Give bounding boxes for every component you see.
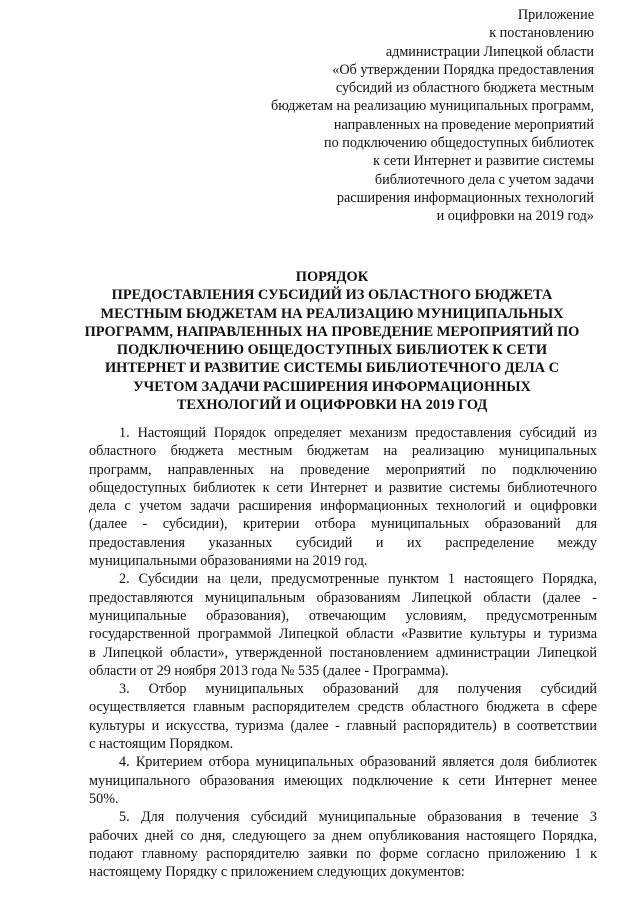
- appendix-line: Приложение: [517, 7, 594, 23]
- title-line-main: ПОРЯДОК: [295, 269, 369, 285]
- paragraph-line: с настоящим Порядком.: [89, 736, 234, 753]
- title-line: ТЕХНОЛОГИЙ И ОЦИФРОВКИ НА 2019 ГОД: [176, 397, 488, 414]
- appendix-line: к сети Интернет и развитие системы: [373, 153, 594, 170]
- paragraph-line: культуры и искусства, туризма (далее - главный распорядитель) в соответствии: [89, 717, 597, 734]
- paragraph-line: областного бюджета местным бюджетам на реализацию муниципальных: [89, 443, 597, 460]
- document-body: [89, 424, 597, 881]
- paragraph: [89, 570, 597, 680]
- title-line: ИНТЕРНЕТ И РАЗВИТИЕ СИСТЕМЫ БИБЛИОТЕЧНОГО ДЕЛА С: [104, 360, 560, 377]
- paragraph-line: осуществляется главным распорядителем средств областного бюджета в сфере: [89, 699, 597, 716]
- paragraph-line: предоставляются муниципальным образованиям Липецкой области (далее -: [89, 589, 597, 606]
- paragraph-line: муниципальными образованиями на 2019 год.: [89, 553, 368, 570]
- paragraph-line: 5. Для получения субсидий муниципальные образования в течение 3: [119, 809, 597, 826]
- title-line: ПОДКЛЮЧЕНИЮ ОБЩЕДОСТУПНЫХ БИБЛИОТЕК К СЕТИ: [116, 342, 548, 359]
- paragraph-line: подают главному распорядителю заявки по форме согласно приложению 1 к: [89, 845, 597, 862]
- appendix-line: к постановлению: [489, 25, 594, 42]
- paragraph: [89, 808, 597, 881]
- title-line: ПРОГРАММ, НАПРАВЛЕННЫХ НА ПРОВЕДЕНИЕ МЕРОПРИЯТИЙ ПО: [84, 323, 580, 340]
- appendix-line: направленных на проведение мероприятий: [333, 116, 594, 133]
- paragraph-line: общедоступных библиотек к сети Интернет и развитие системы библиотечного: [89, 479, 597, 496]
- appendix-line: «Об утверждении Порядка предоставления: [332, 61, 594, 78]
- paragraph-line: дела с учетом задачи расширения информационных технологий и оцифровки: [89, 498, 597, 515]
- paragraph: [89, 424, 597, 570]
- paragraph-line: муниципального образования имеющих подключение к сети Интернет менее: [89, 772, 597, 789]
- paragraph: [89, 753, 597, 808]
- appendix-line: библиотечного дела с учетом задачи: [374, 171, 594, 188]
- appendix-line: бюджетам на реализацию муниципальных программ,: [270, 98, 594, 115]
- paragraph-line: предоставления указанных субсидий и их распределение между: [89, 534, 597, 551]
- appendix-header: [271, 6, 594, 226]
- paragraph-line: области от 29 ноября 2013 года № 535 (далее - Программа).: [89, 662, 449, 679]
- paragraph-line: в Липецкой области», утвержденной постановлением администрации Липецкой: [89, 644, 597, 661]
- appendix-line: по подключению общедоступных библиотек: [324, 135, 594, 152]
- paragraph-line: 2. Субсидии на цели, предусмотренные пунктом 1 настоящего Порядка,: [119, 571, 597, 588]
- paragraph-line: 4. Критерием отбора муниципальных образований является доля библиотек: [119, 754, 597, 771]
- paragraph-line: муниципальные образования), отвечающим условиям, предусмотренным: [89, 607, 597, 624]
- document-title: [62, 268, 602, 414]
- appendix-line: администрации Липецкой области: [385, 43, 594, 60]
- appendix-line: и оцифровки на 2019 год»: [436, 208, 594, 225]
- paragraph-line: рабочих дней со дня, следующего за днем опубликования настоящего Порядка,: [89, 827, 597, 844]
- appendix-line: расширения информационных технологий: [336, 189, 594, 206]
- title-line: УЧЕТОМ ЗАДАЧИ РАСШИРЕНИЯ ИНФОРМАЦИОННЫХ: [133, 378, 531, 395]
- paragraph-line: 3. Отбор муниципальных образований для получения субсидий: [119, 681, 597, 698]
- paragraph-line: программ, направленных на проведение мероприятий по подключению: [89, 461, 597, 478]
- title-line: ПРЕДОСТАВЛЕНИЯ СУБСИДИЙ ИЗ ОБЛАСТНОГО БЮДЖЕТА: [111, 287, 553, 304]
- paragraph-line: (далее - субсидии), критерии отбора муниципальных образований для: [89, 516, 597, 533]
- paragraph-line: государственной программой Липецкой области «Развитие культуры и туризма: [89, 626, 597, 643]
- paragraph: [89, 680, 597, 753]
- paragraph-line: настоящему Порядку с приложением следующих документов:: [89, 864, 465, 881]
- appendix-line: субсидий из областного бюджета местным: [335, 80, 594, 97]
- paragraph-line: 50%.: [89, 790, 119, 807]
- paragraph-line: 1. Настоящий Порядок определяет механизм предоставления субсидий из: [119, 425, 597, 441]
- title-line: МЕСТНЫМ БЮДЖЕТАМ НА РЕАЛИЗАЦИЮ МУНИЦИПАЛЬНЫХ: [100, 305, 564, 322]
